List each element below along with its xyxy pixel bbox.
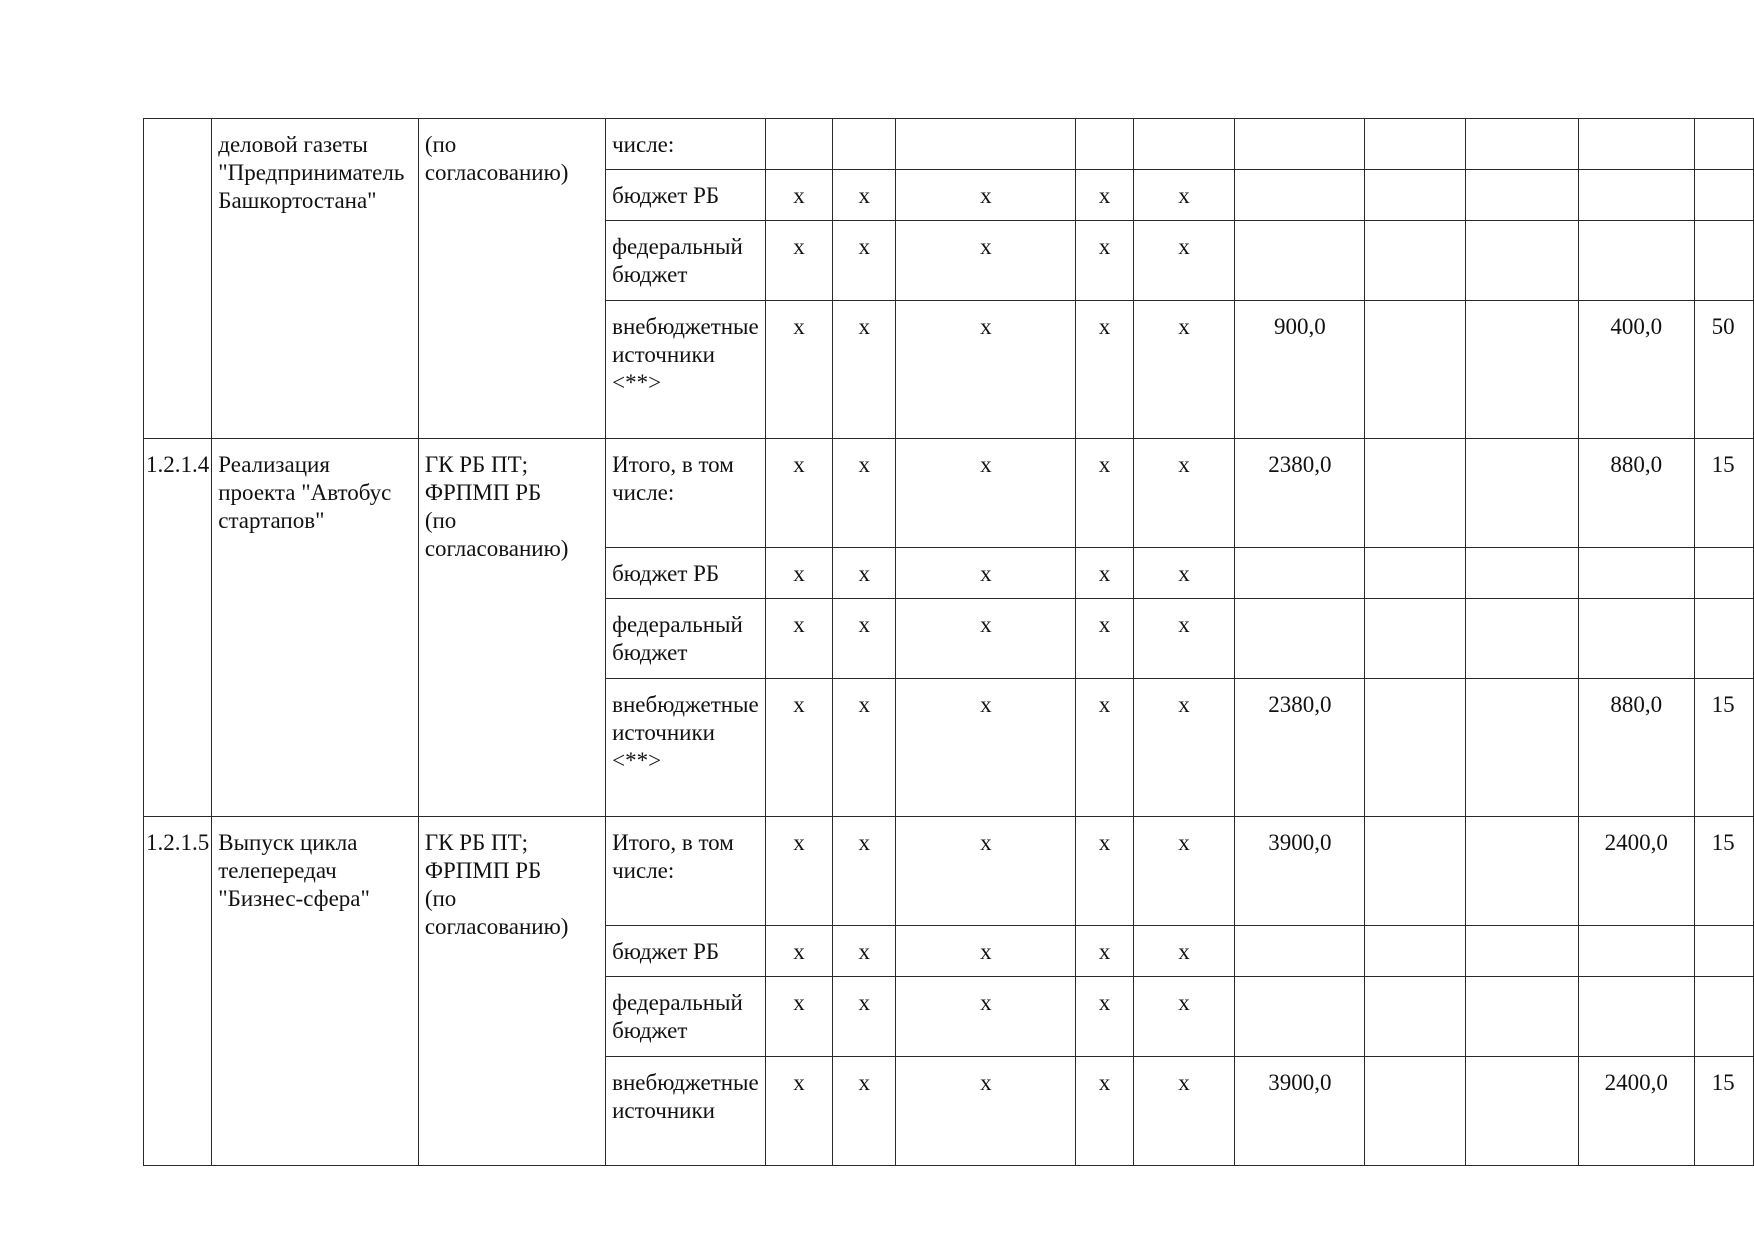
year-value-cell xyxy=(1578,170,1694,221)
item-name-cell: Выпуск цикла телепередач "Бизнес-сфера" xyxy=(212,817,419,1166)
item-number-cell xyxy=(144,119,212,439)
total-value-cell: 3900,0 xyxy=(1235,1057,1365,1166)
year-value-cell xyxy=(1466,221,1578,301)
x-mark-cell: x xyxy=(765,926,833,977)
x-mark-cell: x xyxy=(765,548,833,599)
x-mark-cell: x xyxy=(765,1057,833,1166)
year-value-cell xyxy=(1578,119,1694,170)
year-value-cell xyxy=(1365,548,1466,599)
year-value-cell xyxy=(1466,817,1578,926)
year-value-cell xyxy=(1365,301,1466,439)
x-mark-cell: x xyxy=(896,1057,1076,1166)
table-body xyxy=(144,119,1754,1166)
executor-line: ФРПМП РБ xyxy=(424,480,542,505)
x-mark-cell: x xyxy=(896,221,1076,301)
x-mark-cell: x xyxy=(833,221,896,301)
funding-source-cell: федеральный бюджет xyxy=(606,599,766,679)
executor-line: (по согласованию) xyxy=(424,508,569,561)
funding-source-cell: бюджет РБ xyxy=(606,926,766,977)
year-value-cell xyxy=(1365,221,1466,301)
x-mark-cell: x xyxy=(1076,1057,1133,1166)
year-value-cell: 15 xyxy=(1694,679,1753,817)
funding-source-cell: федеральный бюджет xyxy=(606,977,766,1057)
year-value-cell: 880,0 xyxy=(1578,439,1694,548)
item-name-cell: Реализация проекта "Автобус стартапов" xyxy=(212,439,419,817)
year-value-cell xyxy=(1365,439,1466,548)
year-value-cell: 880,0 xyxy=(1578,679,1694,817)
funding-source-cell: внебюджетные источники <**> xyxy=(606,301,766,439)
executor-line: (по согласованию) xyxy=(424,886,569,939)
year-value-cell xyxy=(1578,221,1694,301)
x-mark-cell: x xyxy=(1076,439,1133,548)
x-mark-cell: x xyxy=(1133,548,1235,599)
x-mark-cell: x xyxy=(833,170,896,221)
year-value-cell xyxy=(1365,679,1466,817)
x-mark-cell: x xyxy=(833,439,896,548)
executor-line: ФРПМП РБ xyxy=(424,858,542,883)
total-value-cell xyxy=(1235,119,1365,170)
executor-line: (по согласованию) xyxy=(424,132,569,185)
funding-source-cell: внебюджетные источники xyxy=(606,1057,766,1166)
x-mark-cell: x xyxy=(833,301,896,439)
funding-source-cell: бюджет РБ xyxy=(606,170,766,221)
total-value-cell xyxy=(1235,221,1365,301)
year-value-cell xyxy=(1578,599,1694,679)
table-row xyxy=(144,439,1754,548)
year-value-cell: 2400,0 xyxy=(1578,817,1694,926)
x-mark-cell: x xyxy=(1076,221,1133,301)
x-mark-cell xyxy=(765,119,833,170)
x-mark-cell: x xyxy=(833,679,896,817)
year-value-cell xyxy=(1365,817,1466,926)
year-value-cell xyxy=(1466,170,1578,221)
x-mark-cell xyxy=(1076,119,1133,170)
x-mark-cell: x xyxy=(896,301,1076,439)
x-mark-cell: x xyxy=(1133,977,1235,1057)
x-mark-cell xyxy=(896,119,1076,170)
executor-line: ГК РБ ПТ; xyxy=(424,830,529,855)
year-value-cell: 15 xyxy=(1694,1057,1753,1166)
x-mark-cell: x xyxy=(765,221,833,301)
x-mark-cell: x xyxy=(765,817,833,926)
year-value-cell xyxy=(1578,548,1694,599)
x-mark-cell: x xyxy=(1133,679,1235,817)
x-mark-cell: x xyxy=(896,599,1076,679)
year-value-cell: 2400,0 xyxy=(1578,1057,1694,1166)
item-number-cell: 1.2.1.5 xyxy=(144,817,212,1166)
year-value-cell: 15 xyxy=(1694,439,1753,548)
year-value-cell xyxy=(1694,548,1753,599)
x-mark-cell: x xyxy=(1076,301,1133,439)
x-mark-cell: x xyxy=(1133,1057,1235,1166)
table-row xyxy=(144,119,1754,170)
year-value-cell xyxy=(1578,926,1694,977)
x-mark-cell: x xyxy=(896,439,1076,548)
x-mark-cell: x xyxy=(1133,926,1235,977)
x-mark-cell: x xyxy=(896,548,1076,599)
x-mark-cell xyxy=(833,119,896,170)
x-mark-cell: x xyxy=(833,1057,896,1166)
year-value-cell xyxy=(1365,926,1466,977)
x-mark-cell: x xyxy=(1133,170,1235,221)
x-mark-cell: x xyxy=(896,817,1076,926)
year-value-cell xyxy=(1365,1057,1466,1166)
x-mark-cell: x xyxy=(1076,548,1133,599)
x-mark-cell: x xyxy=(833,548,896,599)
funding-source-cell: бюджет РБ xyxy=(606,548,766,599)
item-name-cell: деловой газеты "Предприниматель Башкортостана" xyxy=(212,119,419,439)
executor-cell xyxy=(418,439,605,817)
total-value-cell: 3900,0 xyxy=(1235,817,1365,926)
funding-source-cell: Итого, в том числе: xyxy=(606,817,766,926)
x-mark-cell: x xyxy=(1133,439,1235,548)
year-value-cell xyxy=(1694,926,1753,977)
x-mark-cell: x xyxy=(833,977,896,1057)
year-value-cell xyxy=(1466,548,1578,599)
total-value-cell xyxy=(1235,548,1365,599)
executor-cell xyxy=(418,119,605,439)
x-mark-cell xyxy=(1133,119,1235,170)
year-value-cell xyxy=(1466,977,1578,1057)
year-value-cell xyxy=(1578,977,1694,1057)
funding-source-cell: внебюджетные источники <**> xyxy=(606,679,766,817)
x-mark-cell: x xyxy=(896,977,1076,1057)
x-mark-cell: x xyxy=(1133,599,1235,679)
year-value-cell xyxy=(1365,977,1466,1057)
x-mark-cell: x xyxy=(833,817,896,926)
year-value-cell xyxy=(1365,170,1466,221)
year-value-cell xyxy=(1466,926,1578,977)
funding-source-cell: федеральный бюджет xyxy=(606,221,766,301)
total-value-cell xyxy=(1235,170,1365,221)
year-value-cell xyxy=(1466,1057,1578,1166)
funding-source-cell: числе: xyxy=(606,119,766,170)
year-value-cell xyxy=(1466,301,1578,439)
x-mark-cell: x xyxy=(765,679,833,817)
table-row xyxy=(144,817,1754,926)
x-mark-cell: x xyxy=(765,439,833,548)
year-value-cell xyxy=(1694,599,1753,679)
x-mark-cell: x xyxy=(765,599,833,679)
x-mark-cell: x xyxy=(1076,599,1133,679)
x-mark-cell: x xyxy=(1133,221,1235,301)
total-value-cell xyxy=(1235,977,1365,1057)
x-mark-cell: x xyxy=(1076,170,1133,221)
item-number-cell: 1.2.1.4 xyxy=(144,439,212,817)
x-mark-cell: x xyxy=(765,977,833,1057)
year-value-cell: 15 xyxy=(1694,817,1753,926)
year-value-cell xyxy=(1694,170,1753,221)
year-value-cell xyxy=(1466,599,1578,679)
x-mark-cell: x xyxy=(1133,817,1235,926)
x-mark-cell: x xyxy=(1076,817,1133,926)
total-value-cell xyxy=(1235,926,1365,977)
x-mark-cell: x xyxy=(896,926,1076,977)
x-mark-cell: x xyxy=(1076,977,1133,1057)
x-mark-cell: x xyxy=(1133,301,1235,439)
year-value-cell xyxy=(1694,221,1753,301)
x-mark-cell: x xyxy=(765,301,833,439)
total-value-cell: 2380,0 xyxy=(1235,679,1365,817)
total-value-cell: 900,0 xyxy=(1235,301,1365,439)
funding-source-cell: Итого, в том числе: xyxy=(606,439,766,548)
executor-line: ГК РБ ПТ; xyxy=(424,452,529,477)
x-mark-cell: x xyxy=(1076,679,1133,817)
year-value-cell xyxy=(1365,119,1466,170)
year-value-cell xyxy=(1466,439,1578,548)
x-mark-cell: x xyxy=(833,926,896,977)
x-mark-cell: x xyxy=(896,170,1076,221)
total-value-cell xyxy=(1235,599,1365,679)
executor-cell xyxy=(418,817,605,1166)
year-value-cell xyxy=(1466,679,1578,817)
year-value-cell xyxy=(1694,977,1753,1057)
year-value-cell xyxy=(1365,599,1466,679)
x-mark-cell: x xyxy=(765,170,833,221)
year-value-cell xyxy=(1694,119,1753,170)
x-mark-cell: x xyxy=(833,599,896,679)
x-mark-cell: x xyxy=(1076,926,1133,977)
x-mark-cell: x xyxy=(896,679,1076,817)
year-value-cell: 400,0 xyxy=(1578,301,1694,439)
program-measures-table xyxy=(143,118,1754,1166)
year-value-cell: 50 xyxy=(1694,301,1753,439)
year-value-cell xyxy=(1466,119,1578,170)
total-value-cell: 2380,0 xyxy=(1235,439,1365,548)
